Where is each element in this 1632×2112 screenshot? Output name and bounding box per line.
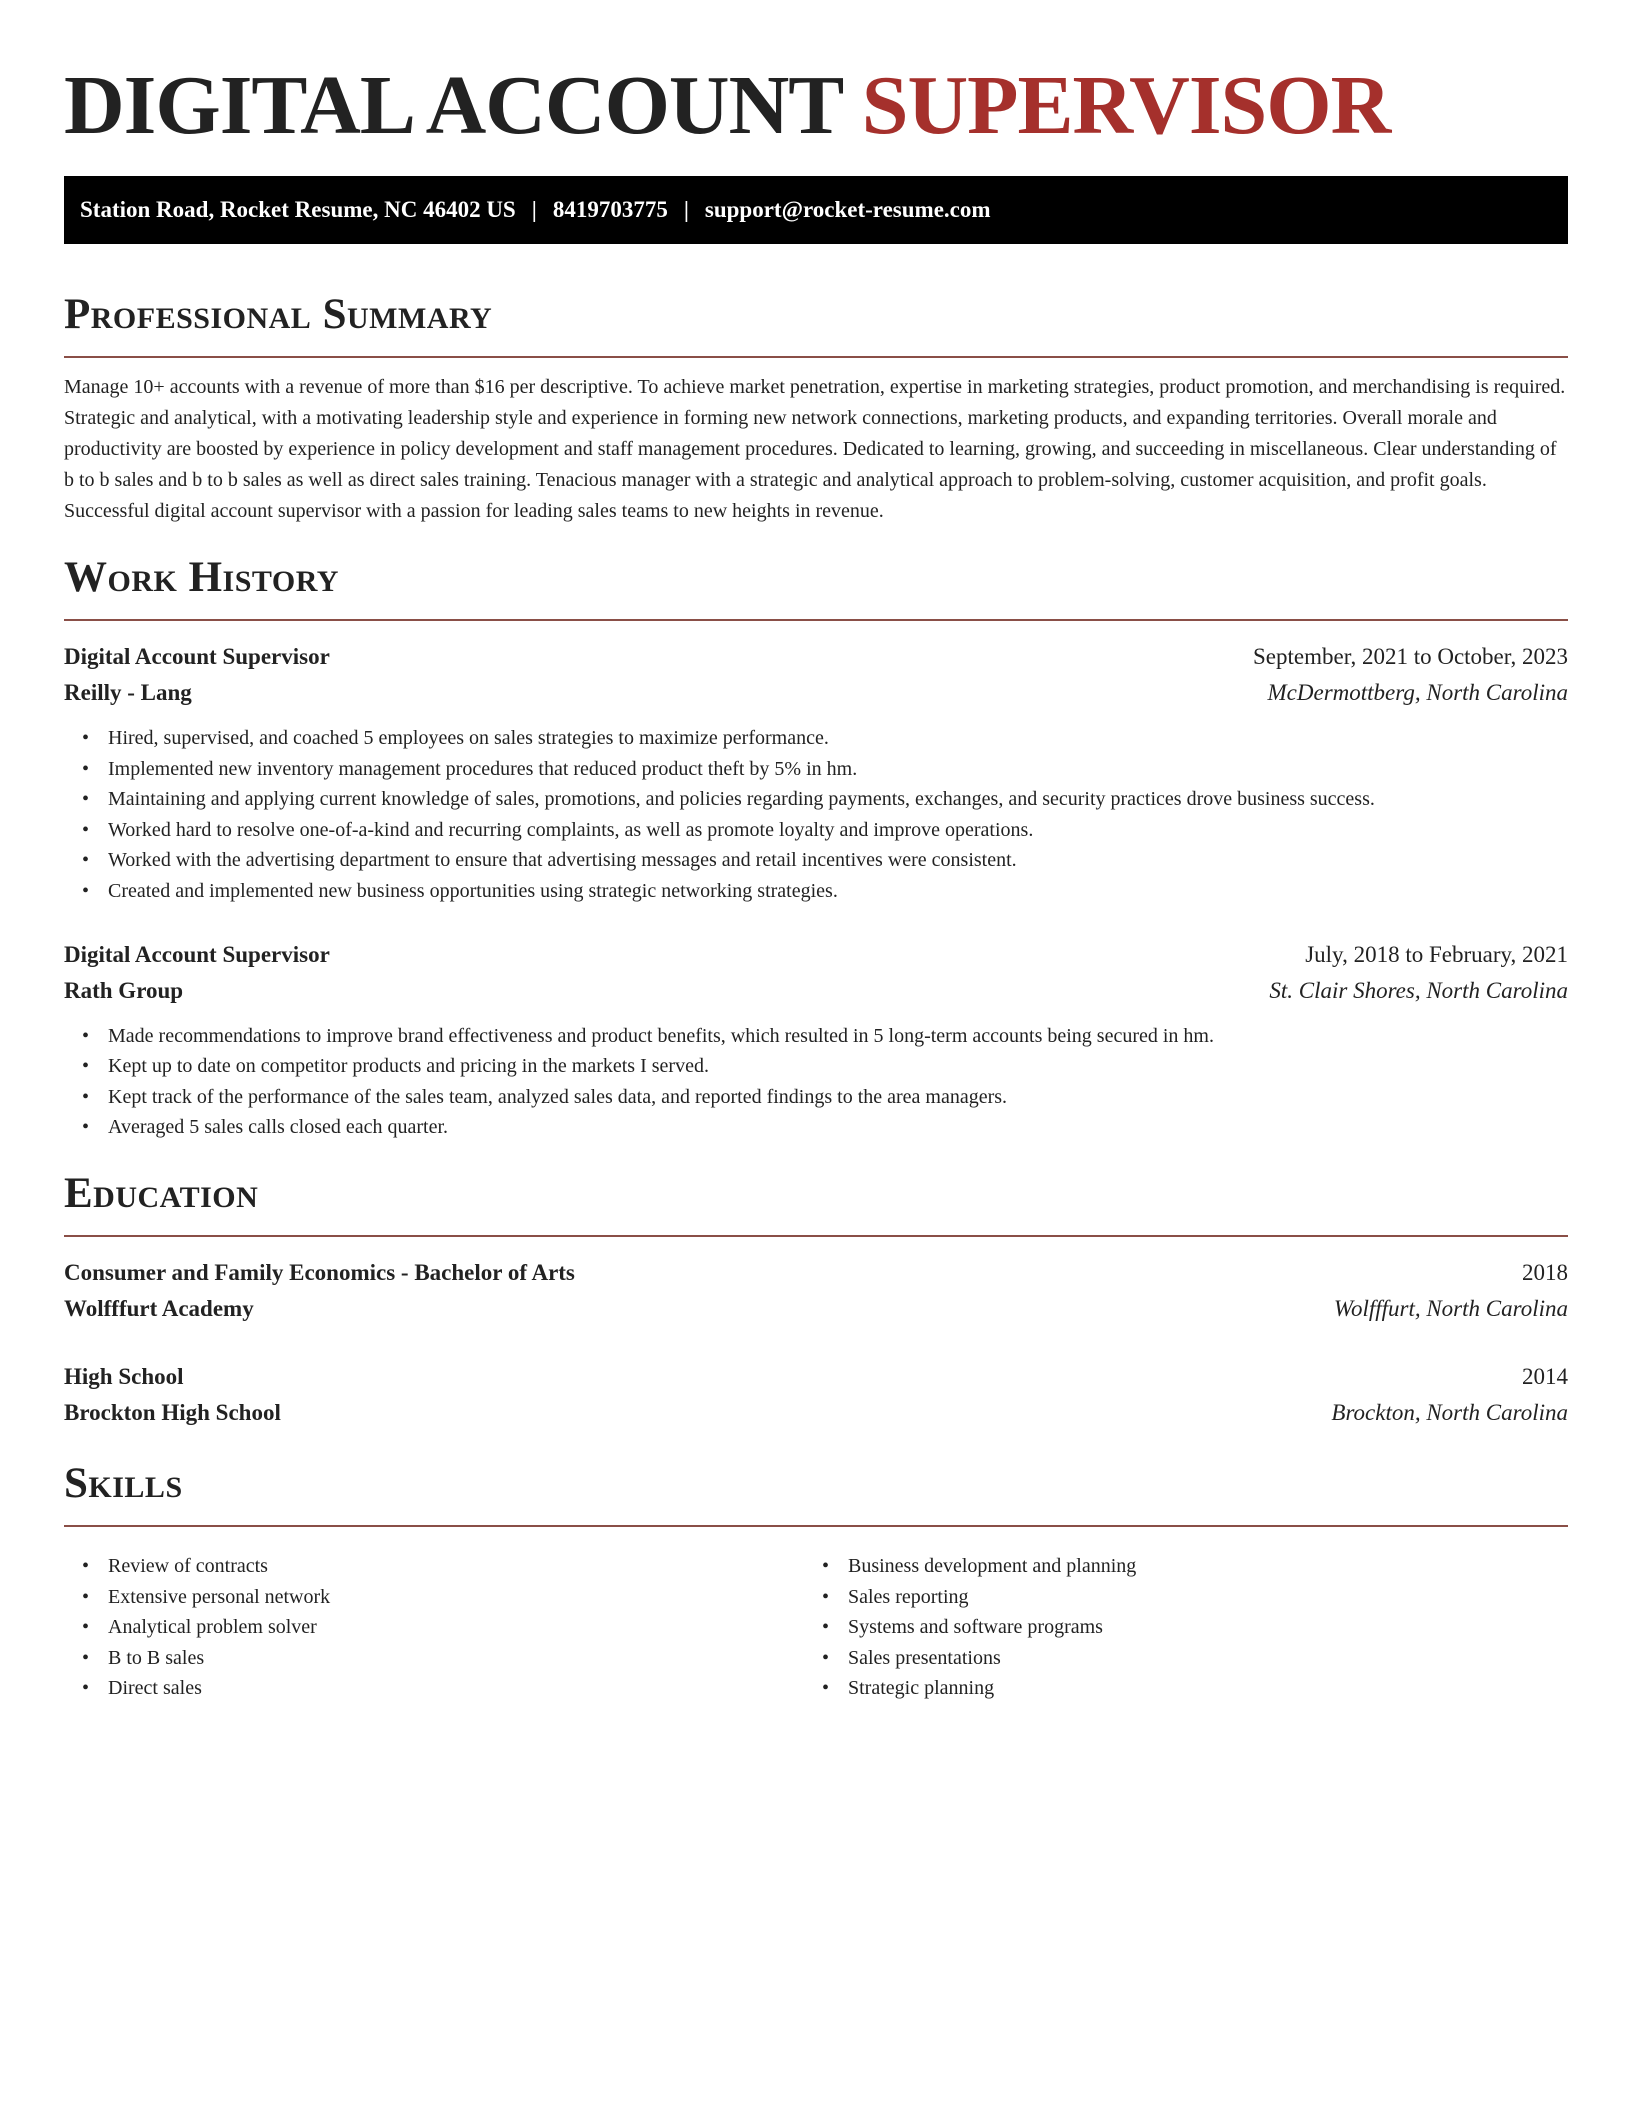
skill-item: • B to B sales — [108, 1643, 804, 1674]
education-degree: High School — [64, 1363, 184, 1389]
education-location: Brockton, North Carolina — [1331, 1399, 1568, 1425]
job-entry — [64, 937, 1568, 1143]
skills-list-right — [804, 1551, 1544, 1704]
skill-item: • Sales reporting — [848, 1582, 1544, 1613]
education-heading: Education — [64, 1167, 1568, 1237]
education-degree: Consumer and Family Economics - Bachelor of Arts — [64, 1259, 575, 1285]
education-location: Wolfffurt, North Carolina — [1333, 1295, 1568, 1321]
education-school: Brockton High School — [64, 1399, 281, 1425]
education-degree-row — [64, 1359, 1568, 1395]
summary-text: Manage 10+ accounts with a revenue of more than $16 per descriptive. To achieve market penetration, expertise in marketing strategies, product promotion, and merchandising is required. Strategic and analytical, with a motivating leadership style and experience in forming new network connections, marketing products, and expanding territories. Overall morale and productivity are boosted by experience in policy development and staff management procedures. Dedicated to learning, growing, and succeeding in miscellaneous. Clear understanding of b to b sales and b to b sales as well as direct sales training. Tenacious manager with a strategic and analytical approach to problem-solving, customer acquisition, and profit goals. Successful digital account supervisor with a passion for leading sales teams to new heights in revenue. — [64, 376, 1566, 522]
skill-item: • Strategic planning — [848, 1673, 1544, 1704]
skill-item: • Extensive personal network — [108, 1582, 804, 1613]
job-bullet: • Averaged 5 sales calls closed each quarter. — [108, 1112, 1568, 1143]
job-bullet: • Worked with the advertising department to ensure that advertising messages and retail incentives were consistent. — [108, 845, 1568, 876]
job-bullets — [64, 723, 1568, 907]
contact-address: Station Road, Rocket Resume, NC 46402 US — [80, 197, 516, 222]
contact-separator: | — [683, 197, 689, 222]
job-bullet: • Maintaining and applying current knowledge of sales, promotions, and policies regarding payments, exchanges, and security practices drove business success. — [108, 784, 1568, 815]
education-entry — [64, 1359, 1568, 1431]
job-dates: July, 2018 to February, 2021 — [1305, 941, 1568, 967]
job-title: Digital Account Supervisor — [64, 941, 330, 967]
contact-email: support@rocket-resume.com — [704, 197, 991, 222]
job-header-row — [64, 639, 1568, 675]
title-accent: SUPERVISOR — [861, 59, 1391, 152]
skill-item: • Analytical problem solver — [108, 1612, 804, 1643]
education-entry — [64, 1255, 1568, 1327]
summary-heading: Professional Summary — [64, 288, 1568, 358]
contact-separator: | — [531, 197, 537, 222]
job-company-row — [64, 675, 1568, 711]
skill-item: • Direct sales — [108, 1673, 804, 1704]
job-bullet: • Implemented new inventory management procedures that reduced product theft by 5% in hm. — [108, 754, 1568, 785]
skill-item: • Review of contracts — [108, 1551, 804, 1582]
resume-page — [64, 0, 1568, 1704]
education-degree-row — [64, 1255, 1568, 1291]
education-year: 2018 — [1522, 1259, 1568, 1285]
job-company-row — [64, 973, 1568, 1009]
job-title: Digital Account Supervisor — [64, 644, 330, 669]
job-dates: September, 2021 to October, 2023 — [1253, 644, 1568, 669]
skill-item: • Sales presentations — [848, 1643, 1544, 1674]
job-bullet: • Created and implemented new business opportunities using strategic networking strategies. — [108, 876, 1568, 907]
education-school-row — [64, 1291, 1568, 1327]
skill-item: • Business development and planning — [848, 1551, 1544, 1582]
education-school: Wolfffurt Academy — [64, 1295, 254, 1321]
job-location: McDermottberg, North Carolina — [1267, 680, 1568, 705]
contact-phone: 8419703775 — [552, 197, 668, 222]
job-bullet: • Kept up to date on competitor products and pricing in the markets I served. — [108, 1051, 1568, 1082]
job-location: St. Clair Shores, North Carolina — [1269, 977, 1568, 1003]
education-year: 2014 — [1522, 1363, 1568, 1389]
skill-item: • Systems and software programs — [848, 1612, 1544, 1643]
job-company: Rath Group — [64, 977, 184, 1003]
job-bullet: • Kept track of the performance of the sales team, analyzed sales data, and reported findings to the area managers. — [108, 1082, 1568, 1113]
job-bullets — [64, 1021, 1568, 1143]
title-main: DIGITAL ACCOUNT — [64, 59, 842, 152]
job-bullet: • Worked hard to resolve one-of-a-kind and recurring complaints, as well as promote loyalty and improve operations. — [108, 815, 1568, 846]
job-bullet: • Made recommendations to improve brand effectiveness and product benefits, which resulted in 5 long-term accounts being secured in hm. — [108, 1021, 1568, 1052]
skills-list-left — [64, 1551, 804, 1704]
job-entry — [64, 639, 1568, 907]
job-company: Reilly - Lang — [64, 680, 192, 705]
work-history-heading: Work History — [64, 551, 1568, 621]
skills-grid — [64, 1539, 1568, 1704]
job-bullet: • Hired, supervised, and coached 5 employees on sales strategies to maximize performance. — [108, 723, 1568, 754]
contact-bar — [64, 176, 1568, 244]
resume-title — [64, 56, 1568, 156]
skills-heading: Skills — [64, 1457, 1568, 1527]
education-school-row — [64, 1395, 1568, 1431]
job-header-row — [64, 937, 1568, 973]
